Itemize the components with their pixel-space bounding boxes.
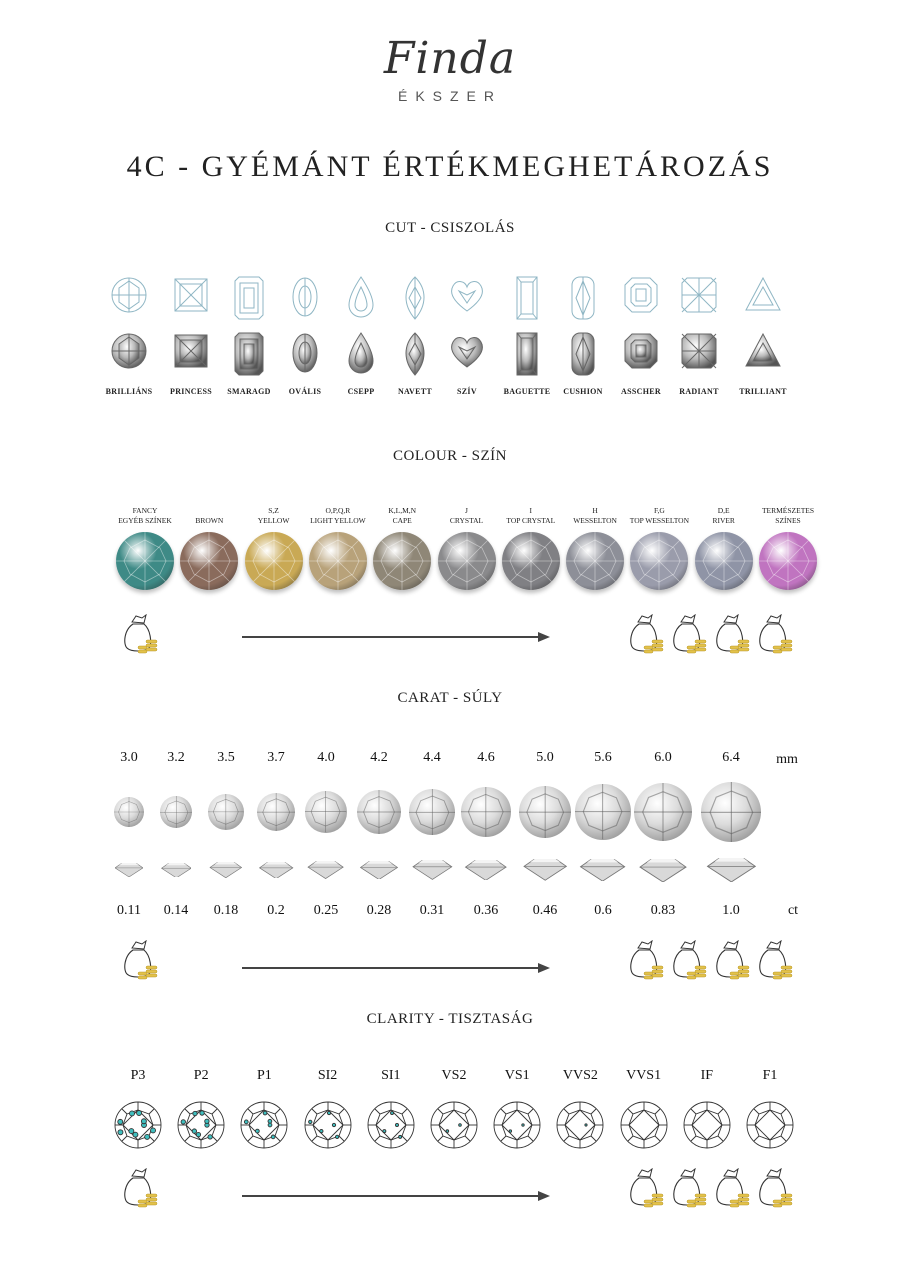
- colour-label: [176, 504, 242, 526]
- cut-label: CSEPP: [347, 387, 375, 396]
- clarity-diagram-icon: [113, 1100, 163, 1150]
- money-bag-icon: [671, 614, 707, 654]
- carat-mm-label: 3.7: [267, 750, 285, 765]
- carat-mm-label: 3.2: [167, 750, 185, 765]
- cut-item-triangle: [730, 275, 796, 396]
- colour-label: [562, 504, 628, 526]
- clarity-diagram-icon: [429, 1100, 479, 1150]
- colour-label-line1: H: [592, 506, 598, 515]
- clarity-grade-label: P2: [193, 1068, 209, 1083]
- clarity-grade-label: F1: [762, 1068, 778, 1083]
- cut-gem-round-icon: [96, 331, 162, 383]
- colour-section-title: COLOUR - SZÍN: [393, 448, 507, 464]
- carat-ct-label: 0.25: [313, 903, 339, 918]
- money-bag-icon: [757, 614, 793, 654]
- money-bag-icon: [757, 940, 793, 980]
- colour-label-line2: TOP WESSELTON: [629, 516, 690, 525]
- carat-mm-label: 4.4: [423, 750, 441, 765]
- carat-gem-top-icon: [575, 784, 630, 839]
- cut-item-heart: [434, 275, 500, 396]
- colour-label: [498, 504, 564, 526]
- cut-item-asscher: [608, 275, 674, 396]
- brand-logo: [0, 32, 900, 122]
- arrow-right-icon: [538, 963, 550, 973]
- carat-ct-label: 0.18: [213, 903, 239, 918]
- cut-label: BRILLIÁNS: [105, 387, 153, 396]
- carat-gem-side-icon: [161, 863, 192, 883]
- carat-gem-top-icon: [208, 794, 244, 830]
- cut-label: CUSHION: [563, 387, 603, 396]
- carat-gem-side-icon: [115, 863, 143, 882]
- money-bag-icon: [714, 614, 750, 654]
- brand-subtitle: ÉKSZER: [397, 88, 502, 104]
- carat-ct-label: 1.0: [722, 903, 740, 918]
- carat-ct-label: 0.46: [532, 903, 558, 918]
- cut-item-square: [158, 275, 224, 396]
- colour-label-line1: S,Z: [268, 506, 279, 515]
- colour-label-line2: SZÍNES: [775, 516, 801, 525]
- colour-item: [176, 504, 242, 590]
- carat-gem-side-icon: [258, 862, 294, 884]
- carat-gem-side-icon: [462, 860, 510, 885]
- colour-label-line1: D,E: [717, 506, 730, 515]
- colour-label: [241, 504, 307, 526]
- carat-ct-label: 0.36: [473, 903, 499, 918]
- carat-ct-label: 0.31: [419, 903, 445, 918]
- cut-outline-radiant-icon: [666, 275, 732, 325]
- cut-outline-cushion-long-icon: [550, 275, 616, 325]
- clarity-grade-label: SI1: [381, 1068, 401, 1083]
- colour-label-line1: F,G: [653, 506, 665, 515]
- cut-gem-heart-icon: [434, 331, 500, 383]
- clarity-diagram-icon: [492, 1100, 542, 1150]
- carat-mm-label: 5.6: [594, 750, 612, 765]
- colour-label-line1: J: [465, 506, 468, 515]
- money-bag-icon: [628, 1168, 664, 1208]
- carat-ct-label: 0.14: [163, 903, 189, 918]
- carat-gem-top-icon: [634, 783, 692, 841]
- carat-ct-label: 0.83: [650, 903, 676, 918]
- colour-gem: [630, 532, 688, 590]
- colour-label-line1: O,P,Q,R: [325, 506, 351, 515]
- money-bag-icon: [122, 940, 158, 980]
- colour-item: [369, 504, 435, 590]
- carat-mm-label: 6.4: [722, 750, 740, 765]
- colour-gem: [438, 532, 496, 590]
- carat-mm-label: 3.0: [120, 750, 138, 765]
- cut-gem-asscher-icon: [608, 331, 674, 383]
- money-bag-icon: [714, 940, 750, 980]
- carat-mm-label: 6.0: [654, 750, 672, 765]
- clarity-diagram-icon: [555, 1100, 605, 1150]
- cut-outline-square-icon: [158, 275, 224, 325]
- carat-ct-label: 0.2: [267, 903, 285, 918]
- colour-label-line1: FANCY: [132, 506, 158, 515]
- colour-label-line2: RIVER: [712, 516, 735, 525]
- value-arrow-line: [242, 1195, 540, 1197]
- clarity-diagram-icon: [176, 1100, 226, 1150]
- colour-gem: [759, 532, 817, 590]
- colour-label-line2: LIGHT YELLOW: [310, 516, 366, 525]
- clarity-diagram-icon: [239, 1100, 289, 1150]
- colour-gem: [566, 532, 624, 590]
- value-arrow-line: [242, 636, 540, 638]
- carat-gem-top-icon: [160, 796, 193, 829]
- colour-label-line2: WESSELTON: [573, 516, 617, 525]
- cut-label: SMARAGD: [227, 387, 271, 396]
- carat-gem-side-icon: [702, 858, 761, 887]
- carat-gem-top-icon: [305, 791, 346, 832]
- page-title: 4C - GYÉMÁNT ÉRTÉKMEGHETÁROZÁS: [126, 150, 774, 183]
- money-bag-icon: [757, 1168, 793, 1208]
- colour-gem: [245, 532, 303, 590]
- carat-mm-label: 3.5: [217, 750, 235, 765]
- colour-label: [112, 504, 178, 526]
- clarity-grade-label: VVS2: [562, 1068, 598, 1083]
- clarity-grade-label: P1: [256, 1068, 272, 1083]
- colour-label-line1: I: [529, 506, 533, 515]
- carat-ct-unit: ct: [787, 903, 799, 918]
- carat-gem-top-icon: [409, 789, 456, 836]
- colour-gem: [695, 532, 753, 590]
- carat-ct-label: 0.28: [366, 903, 392, 918]
- cut-label: ASSCHER: [621, 387, 661, 396]
- clarity-grade-label: P3: [130, 1068, 146, 1083]
- colour-label-line2: EGYÉB SZÍNEK: [118, 516, 172, 525]
- clarity-grade-label: IF: [700, 1068, 714, 1083]
- cut-section-title: CUT - CSISZOLÁS: [385, 220, 515, 236]
- colour-gem: [373, 532, 431, 590]
- carat-ct-label: 0.11: [117, 903, 141, 918]
- colour-label: [369, 504, 435, 526]
- carat-gem-side-icon: [520, 859, 570, 885]
- carat-mm-label: 4.6: [477, 750, 495, 765]
- cut-outline-triangle-icon: [730, 275, 796, 325]
- carat-mm-label: 4.2: [370, 750, 388, 765]
- colour-label: [305, 504, 371, 526]
- colour-label-line2: YELLOW: [257, 516, 290, 525]
- colour-item: [498, 504, 564, 590]
- clarity-diagram-icon: [619, 1100, 669, 1150]
- arrow-right-icon: [538, 632, 550, 642]
- cut-label: SZÍV: [457, 387, 477, 396]
- clarity-diagram-icon: [745, 1100, 795, 1150]
- value-arrow-line: [242, 967, 540, 969]
- clarity-grade-label: VS2: [441, 1068, 467, 1083]
- carat-gem-top-icon: [357, 790, 401, 834]
- colour-label-line2: CAPE: [392, 516, 412, 525]
- money-bag-icon: [122, 614, 158, 654]
- cut-label: TRILLIANT: [739, 387, 787, 396]
- cut-label: BAGUETTE: [503, 387, 551, 396]
- arrow-right-icon: [538, 1191, 550, 1201]
- carat-ct-label: 0.6: [594, 903, 612, 918]
- money-bag-icon: [628, 940, 664, 980]
- colour-item: [562, 504, 628, 590]
- colour-label-line2: CRYSTAL: [449, 516, 484, 525]
- cut-gem-square-icon: [158, 331, 224, 383]
- carat-mm-label: 4.0: [317, 750, 335, 765]
- money-bag-icon: [671, 940, 707, 980]
- colour-label: [691, 504, 757, 526]
- cut-label: NAVETT: [397, 387, 433, 396]
- colour-label-line1: K,L,M,N: [388, 506, 417, 515]
- clarity-diagram-icon: [682, 1100, 732, 1150]
- carat-gem-side-icon: [306, 861, 345, 884]
- cut-gem-radiant-icon: [666, 331, 732, 383]
- colour-item: [112, 504, 178, 590]
- cut-outline-asscher-icon: [608, 275, 674, 325]
- carat-mm-label: 5.0: [536, 750, 554, 765]
- carat-gem-side-icon: [209, 862, 243, 883]
- colour-item: [305, 504, 371, 590]
- colour-item: [626, 504, 692, 590]
- brand-name: Finda: [383, 33, 517, 84]
- cut-outline-heart-icon: [434, 275, 500, 325]
- money-bag-icon: [714, 1168, 750, 1208]
- carat-gem-side-icon: [410, 860, 455, 884]
- cut-label: OVÁLIS: [288, 387, 322, 396]
- money-bag-icon: [122, 1168, 158, 1208]
- colour-label: [626, 504, 692, 526]
- carat-gem-top-icon: [114, 797, 144, 827]
- colour-item: [691, 504, 757, 590]
- colour-gem: [116, 532, 174, 590]
- clarity-section-title: CLARITY - TISZTASÁG: [366, 1011, 534, 1027]
- cut-gem-cushion-long-icon: [550, 331, 616, 383]
- colour-label-line2: BROWN: [195, 516, 224, 525]
- colour-item: [434, 504, 500, 590]
- colour-gem: [180, 532, 238, 590]
- colour-item: [755, 504, 821, 590]
- clarity-diagram-icon: [303, 1100, 353, 1150]
- cut-label: RADIANT: [679, 387, 719, 396]
- carat-gem-top-icon: [519, 786, 571, 838]
- carat-gem-top-icon: [461, 787, 511, 837]
- clarity-grade-label: VS1: [504, 1068, 530, 1083]
- cut-item-round: [96, 275, 162, 396]
- colour-label-line2: TOP CRYSTAL: [506, 516, 556, 525]
- cut-item-cushion-long: [550, 275, 616, 396]
- carat-mm-unit: mm: [776, 752, 798, 767]
- money-bag-icon: [671, 1168, 707, 1208]
- clarity-diagram-icon: [366, 1100, 416, 1150]
- clarity-grade-label: SI2: [317, 1068, 338, 1083]
- cut-gem-triangle-icon: [730, 331, 796, 383]
- carat-gem-side-icon: [358, 861, 400, 885]
- carat-gem-top-icon: [257, 793, 295, 831]
- colour-label: [755, 504, 821, 526]
- colour-label-line1: TERMÉSZETES: [761, 506, 815, 515]
- cut-label: PRINCESS: [170, 387, 212, 396]
- clarity-grade-label: VVS1: [626, 1068, 662, 1083]
- carat-gem-top-icon: [701, 782, 762, 843]
- carat-gem-side-icon: [576, 859, 629, 886]
- colour-label: [434, 504, 500, 526]
- cut-item-radiant: [666, 275, 732, 396]
- colour-item: [241, 504, 307, 590]
- colour-gem: [502, 532, 560, 590]
- cut-outline-round-icon: [96, 275, 162, 325]
- money-bag-icon: [628, 614, 664, 654]
- carat-gem-side-icon: [635, 859, 691, 887]
- carat-section-title: CARAT - SÚLY: [397, 690, 503, 706]
- colour-gem: [309, 532, 367, 590]
